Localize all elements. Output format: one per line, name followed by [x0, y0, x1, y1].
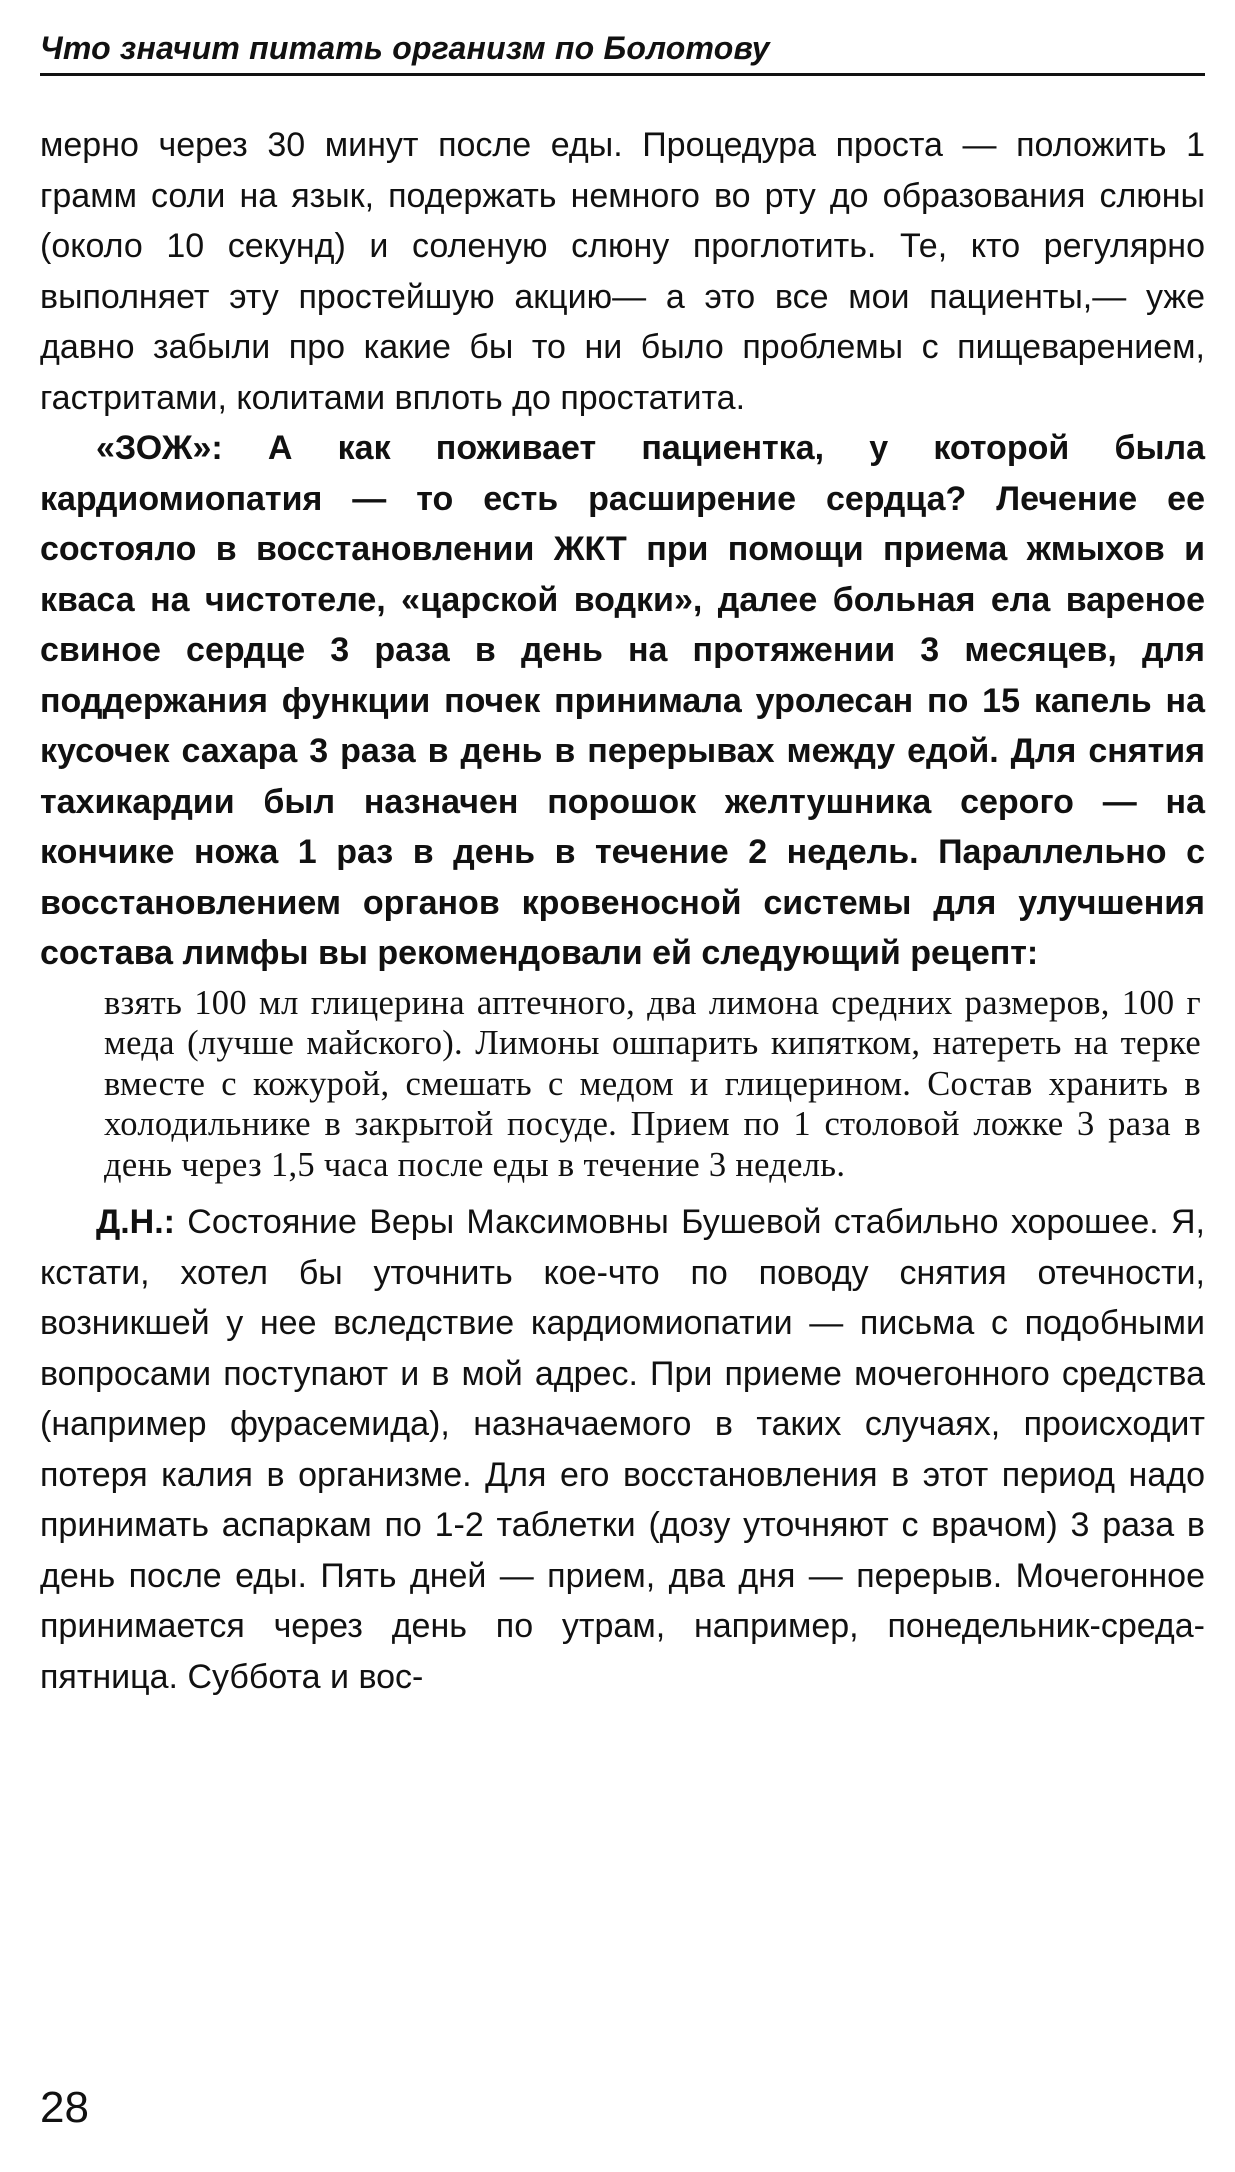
book-page: [40, 0, 1205, 2172]
answer-speaker: Д.Н.:: [96, 1203, 175, 1241]
interview-question: «ЗОЖ»: А как поживает пациентка, у которой была кардиомиопатия — то есть расширение сердца? Лечение ее состояло в восстановлении ЖКТ при помощи приема жмыхов и кваса на чистотеле, «царской водки», далее больная ела вареное свиное сердце 3 раза в день на протяжении 3 месяцев, для поддержания функции почек принимала уролесан по 15 капель на кусочек сахара 3 раза в день в перерывах между едой. Для снятия тахикардии был назначен порошок желтушника серого — на кончике ножа 1 раз в день в течение 2 недель. Параллельно с восстановлением органов кровеносной системы для улучшения состава лимфы вы рекомендовали ей следующий рецепт:: [40, 429, 1205, 972]
paragraph-continuation: мерно через 30 минут после еды. Процедура проста — положить 1 грамм соли на язык, подержать немного во рту до образования слюны (около 10 секунд) и соленую слюну проглотить. Те, кто регулярно выполняет эту простейшую акцию— а это все мои пациенты,— уже давно забыли про какие бы то ни было проблемы с пищеварением, гастритами, колитами вплоть до простатита.: [40, 126, 1205, 417]
answer-text: Состояние Веры Максимовны Бушевой стабильно хорошее. Я, кстати, хотел бы уточнить кое-что по поводу снятия отечности, возникшей у нее вследствие кардиомиопатии — письма с подобными вопросами поступают и в мой адрес. При приеме мочегонного средства (например фурасемида), назначаемого в таких случаях, происходит потеря калия в организме. Для его восстановления в этот период надо принимать аспаркам по 1-2 таблетки (дозу уточняют с врачом) 3 раза в день после еды. Пять дней — прием, два дня — перерыв. Мочегонное принимается через день по утрам, например, понедельник-среда-пятница. Суббота и вос-: [40, 1203, 1205, 1696]
page-number: 28: [40, 2083, 89, 2132]
running-title: Что значит питать организм по Болотову: [40, 30, 770, 66]
running-header: [40, 26, 1205, 76]
body-text: [40, 120, 1205, 1702]
interview-answer: [40, 1197, 1205, 1702]
recipe-block: взять 100 мл глицерина аптечного, два лимона средних размеров, 100 г меда (лучше майского). Лимоны ошпарить кипятком, натереть на терке вместе с кожурой, смешать с медом и глицерином. Состав хранить в холодильнике в закрытой посуде. Прием по 1 столовой ложке 3 раза в день через 1,5 часа после еды в течение 3 недель.: [104, 983, 1201, 1184]
